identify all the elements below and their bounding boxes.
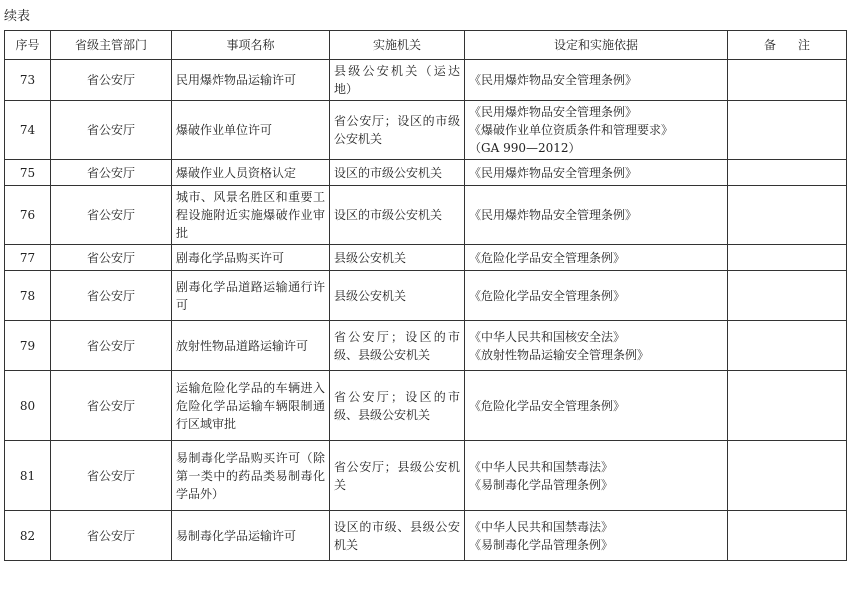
row-basis — [465, 245, 728, 271]
table-row — [5, 245, 847, 271]
row-note — [728, 511, 847, 561]
row-item-name: 易制毒化学品运输许可 — [172, 511, 330, 561]
row-department: 省公安厅 — [51, 441, 172, 511]
basis-line: 《易制毒化学品管理条例》 — [469, 537, 614, 552]
row-agency: 县级公安机关（运达地） — [330, 60, 465, 101]
basis-line: 《放射性物品运输安全管理条例》 — [469, 347, 650, 362]
row-basis — [465, 271, 728, 321]
row-note — [728, 321, 847, 371]
row-note — [728, 160, 847, 186]
row-basis — [465, 511, 728, 561]
header-number: 序号 — [5, 31, 51, 60]
row-agency: 设区的市级公安机关 — [330, 186, 465, 245]
row-item-name: 城市、风景名胜区和重要工程设施附近实施爆破作业审批 — [172, 186, 330, 245]
row-agency: 省公安厅；设区的市级公安机关 — [330, 101, 465, 160]
table-row — [5, 186, 847, 245]
row-note — [728, 271, 847, 321]
row-agency: 设区的市级公安机关 — [330, 160, 465, 186]
row-note — [728, 441, 847, 511]
row-agency: 省公安厅；设区的市级、县级公安机关 — [330, 371, 465, 441]
table-row — [5, 371, 847, 441]
row-agency: 设区的市级、县级公安机关 — [330, 511, 465, 561]
basis-line: 《爆破作业单位资质条件和管理要求》 — [469, 123, 674, 137]
row-item-name: 放射性物品道路运输许可 — [172, 321, 330, 371]
header-item-name: 事项名称 — [172, 31, 330, 60]
row-basis — [465, 160, 728, 186]
row-number: 73 — [5, 60, 51, 101]
row-item-name: 民用爆炸物品运输许可 — [172, 60, 330, 101]
row-department: 省公安厅 — [51, 511, 172, 561]
basis-line: 《民用爆炸物品安全管理条例》 — [469, 165, 638, 180]
basis-line: 《易制毒化学品管理条例》 — [469, 477, 614, 492]
basis-line: 《危险化学品安全管理条例》 — [469, 288, 626, 303]
header-note: 备注 — [728, 31, 847, 60]
row-agency: 省公安厅；设区的市级、县级公安机关 — [330, 321, 465, 371]
row-agency: 县级公安机关 — [330, 245, 465, 271]
table-row — [5, 60, 847, 101]
row-number: 80 — [5, 371, 51, 441]
row-agency: 省公安厅；县级公安机关 — [330, 441, 465, 511]
row-number: 78 — [5, 271, 51, 321]
row-number: 82 — [5, 511, 51, 561]
table-caption: 续表 — [4, 9, 31, 24]
row-number: 81 — [5, 441, 51, 511]
row-basis — [465, 371, 728, 441]
row-note — [728, 60, 847, 101]
table-row — [5, 101, 847, 160]
row-item-name: 剧毒化学品道路运输通行许可 — [172, 271, 330, 321]
table-row — [5, 271, 847, 321]
row-department: 省公安厅 — [51, 101, 172, 160]
row-department: 省公安厅 — [51, 60, 172, 101]
row-number: 74 — [5, 101, 51, 160]
table-row — [5, 160, 847, 186]
table-row — [5, 511, 847, 561]
row-note — [728, 101, 847, 160]
row-department: 省公安厅 — [51, 271, 172, 321]
row-item-name: 爆破作业人员资格认定 — [172, 160, 330, 186]
basis-line: 《民用爆炸物品安全管理条例》 — [469, 73, 638, 87]
table-body — [5, 60, 847, 561]
header-row — [5, 31, 847, 60]
basis-line: 《中华人民共和国禁毒法》 — [469, 459, 614, 474]
basis-line: 《危险化学品安全管理条例》 — [469, 398, 626, 413]
row-department: 省公安厅 — [51, 321, 172, 371]
row-department: 省公安厅 — [51, 186, 172, 245]
row-basis — [465, 60, 728, 101]
row-basis — [465, 186, 728, 245]
row-number: 75 — [5, 160, 51, 186]
row-number: 76 — [5, 186, 51, 245]
permit-table — [4, 30, 847, 561]
basis-line: 《民用爆炸物品安全管理条例》 — [469, 105, 638, 119]
row-item-name: 易制毒化学品购买许可（除第一类中的药品类易制毒化学品外） — [172, 441, 330, 511]
row-agency: 县级公安机关 — [330, 271, 465, 321]
header-department: 省级主管部门 — [51, 31, 172, 60]
table-row — [5, 441, 847, 511]
basis-line: 《危险化学品安全管理条例》 — [469, 250, 626, 265]
row-basis — [465, 321, 728, 371]
row-note — [728, 245, 847, 271]
row-department: 省公安厅 — [51, 245, 172, 271]
header-agency: 实施机关 — [330, 31, 465, 60]
basis-line: （GA 990—2012） — [469, 141, 581, 155]
row-basis — [465, 441, 728, 511]
row-item-name: 运输危险化学品的车辆进入危险化学品运输车辆限制通行区域审批 — [172, 371, 330, 441]
basis-line: 《民用爆炸物品安全管理条例》 — [469, 208, 638, 222]
basis-line: 《中华人民共和国禁毒法》 — [469, 519, 614, 534]
basis-line: 《中华人民共和国核安全法》 — [469, 329, 626, 344]
row-note — [728, 371, 847, 441]
row-note — [728, 186, 847, 245]
row-item-name: 爆破作业单位许可 — [172, 101, 330, 160]
row-department: 省公安厅 — [51, 371, 172, 441]
row-item-name: 剧毒化学品购买许可 — [172, 245, 330, 271]
row-department: 省公安厅 — [51, 160, 172, 186]
row-number: 79 — [5, 321, 51, 371]
row-basis — [465, 101, 728, 160]
header-basis: 设定和实施依据 — [465, 31, 728, 60]
row-number: 77 — [5, 245, 51, 271]
table-row — [5, 321, 847, 371]
